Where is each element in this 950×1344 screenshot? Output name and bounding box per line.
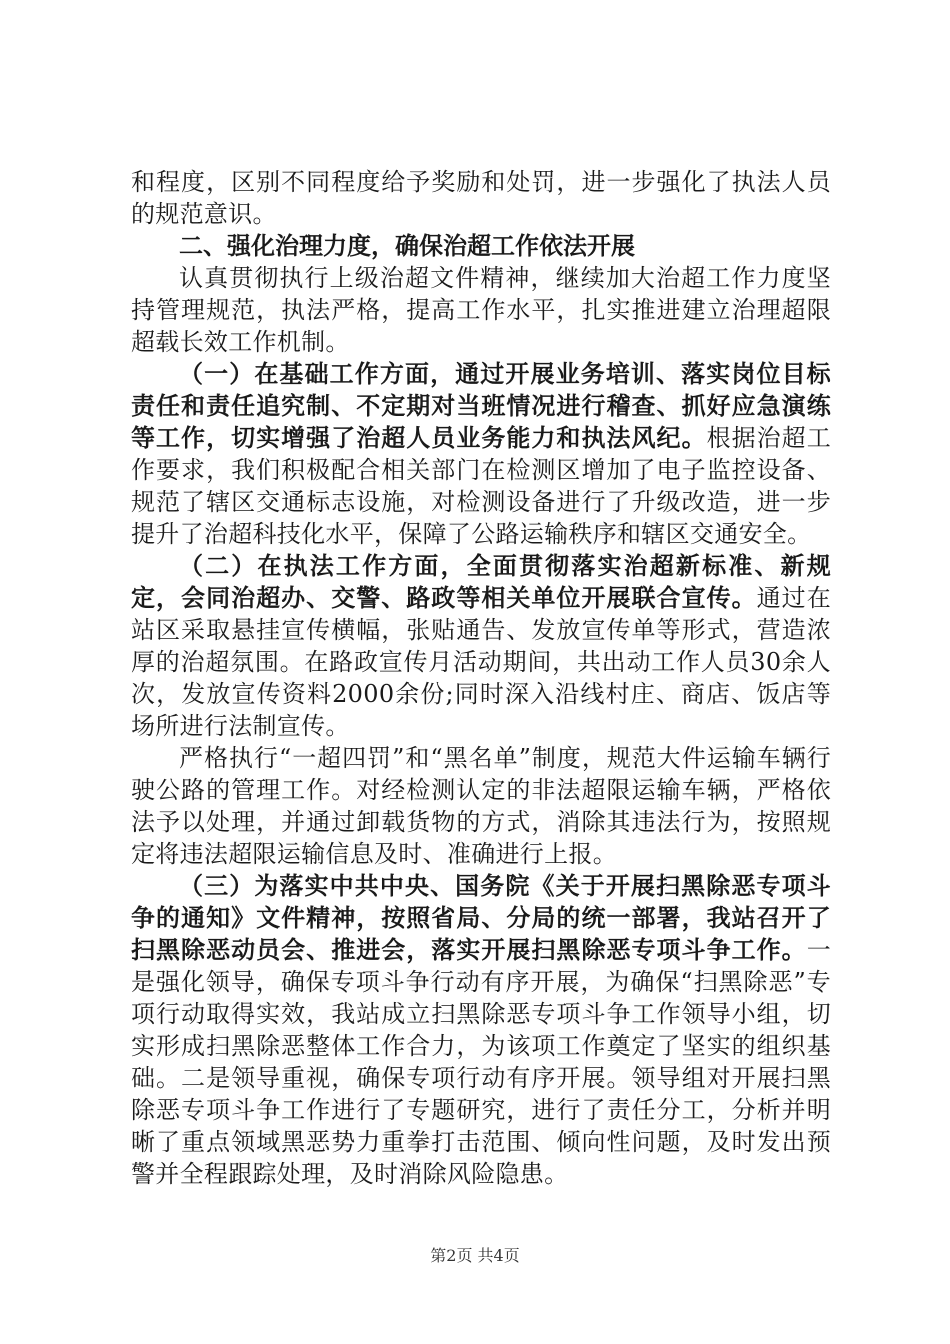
paragraph-enforcement: 严格执行“一超四罚”和“黑名单”制度，规范大件运输车辆行驶公路的管理工作。对经检测认定的非法超限运输车辆，严格依法予以处理，并通过卸载货物的方式，消除其违法行为，按照规定将违法超限运输信息及时、准确进行上报。 [131, 744, 831, 868]
paragraph-continuation: 和程度，区别不同程度给予奖励和处罚，进一步强化了执法人员的规范意识。 [131, 168, 831, 228]
section-heading: 二、强化治理力度，确保治超工作依法开展 [179, 232, 635, 260]
paragraph-item-2-body: 通过在站区采取悬挂宣传横幅，张贴通告、发放宣传单等形式，营造浓厚的治超氛围。在路政宣传月活动期间，共出动工作人员30余人次，发放宣传资料2000余份;同时深入沿线村庄、商店、饭店等场所进行法制宣传。 [131, 584, 831, 740]
paragraph-intro: 认真贯彻执行上级治超文件精神，继续加大治超工作力度坚持管理规范，执法严格，提高工作水平，扎实推进建立治理超限超载长效工作机制。 [131, 264, 831, 356]
paragraph-item-1 [131, 358, 831, 550]
paragraph-item-3 [131, 870, 831, 1190]
paragraph-item-1-body: 根据治超工作要求，我们积极配合相关部门在检测区增加了电子监控设备、规范了辖区交通标志设施，对检测设备进行了升级改造，进一步提升了治超科技化水平，保障了公路运输秩序和辖区交通安全。 [131, 424, 831, 548]
paragraph-item-2-lead: （二）在执法工作方面，全面贯彻落实治超新标准、新规定，会同治超办、交警、路政等相关单位开展联合宣传。 [131, 552, 831, 612]
paragraph-item-3-body: 一是强化领导，确保专项斗争行动有序开展，为确保“扫黑除恶”专项行动取得实效，我站成立扫黑除恶专项斗争工作领导小组，切实形成扫黑除恶整体工作合力，为该项工作奠定了坚实的组织基础。二是领导重视，确保专项行动有序开展。领导组对开展扫黑除恶专项斗争工作进行了专题研究，进行了责任分工，分析并明晰了重点领域黑恶势力重拳打击范围、倾向性问题，及时发出预警并全程跟踪处理，及时消除风险隐患。 [131, 936, 831, 1188]
document-body [131, 166, 831, 1190]
paragraph-item-1-lead: （一）在基础工作方面，通过开展业务培训、落实岗位目标责任和责任追究制、不定期对当班情况进行稽查、抓好应急演练等工作，切实增强了治超人员业务能力和执法风纪。 [131, 360, 831, 452]
paragraph-item-2 [131, 550, 831, 742]
paragraph-item-3-lead: （三）为落实中共中央、国务院《关于开展扫黑除恶专项斗争的通知》文件精神，按照省局、分局的统一部署，我站召开了扫黑除恶动员会、推进会，落实开展扫黑除恶专项斗争工作。 [131, 872, 831, 964]
page-footer: 第2页 共4页 [430, 1246, 520, 1265]
